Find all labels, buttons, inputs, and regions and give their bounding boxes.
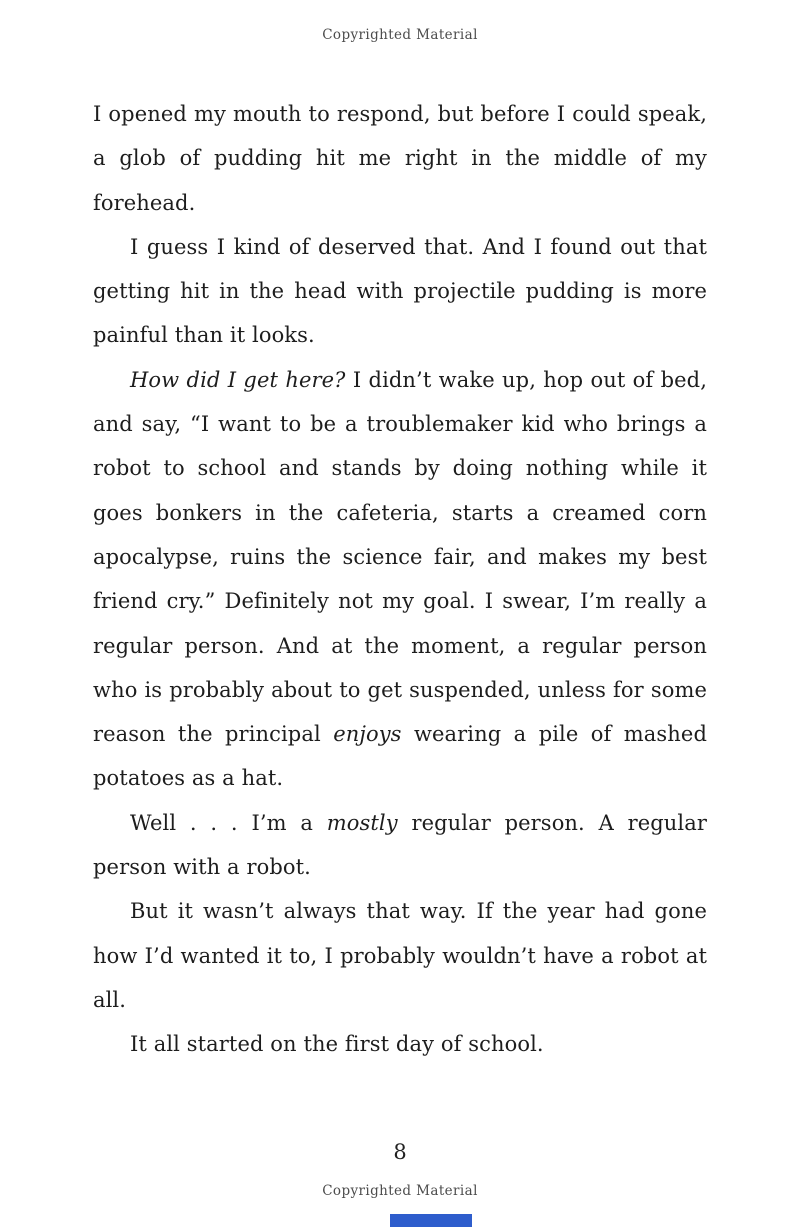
paragraph xyxy=(93,225,707,358)
text-segment: It all started on the first day of school. xyxy=(130,1032,544,1057)
text-segment-italic: mostly xyxy=(326,810,398,835)
paragraph xyxy=(93,801,707,890)
text-segment: Well . . . I’m a xyxy=(130,810,327,835)
text-segment: I didn’t wake up, hop out of bed, and say, “I want to be a troublemaker kid who brings a robot to school and stands by doing nothing while it goes bonkers in the cafeteria, starts a creamed corn apocalypse, ruins the science fair, and makes my best friend cry.” Definitely not my goal. I swear, I’m really a regular person. And at the moment, a regular person who is probably about to get suspended, unless for some reason the principal xyxy=(93,367,707,747)
paragraph xyxy=(93,358,707,801)
paragraph xyxy=(93,889,707,1022)
paragraph xyxy=(93,92,707,225)
text-segment: wearing a pile of mashed potatoes as a hat. xyxy=(93,722,707,791)
text-segment-italic: enjoys xyxy=(333,722,402,747)
body-text xyxy=(93,92,707,1067)
text-segment: regular person. A regular person with a robot. xyxy=(93,810,707,880)
paragraph xyxy=(93,1022,707,1066)
scan-artifact-bar xyxy=(390,1214,472,1227)
copyright-notice-top: Copyrighted Material xyxy=(322,27,478,43)
text-segment: I opened my mouth to respond, but before I could speak, a glob of pudding hit me right in the middle of my forehead. xyxy=(93,102,707,215)
text-segment: I guess I kind of deserved that. And I found out that getting hit in the head with projectile pudding is more painful than it looks. xyxy=(93,234,707,348)
text-segment: But it wasn’t always that way. If the year had gone how I’d wanted it to, I probably wouldn’t have a robot at all. xyxy=(93,899,707,1012)
copyright-notice-bottom: Copyrighted Material xyxy=(322,1183,478,1199)
text-segment-italic: How did I get here? xyxy=(130,367,346,392)
page-number: 8 xyxy=(393,1140,407,1164)
